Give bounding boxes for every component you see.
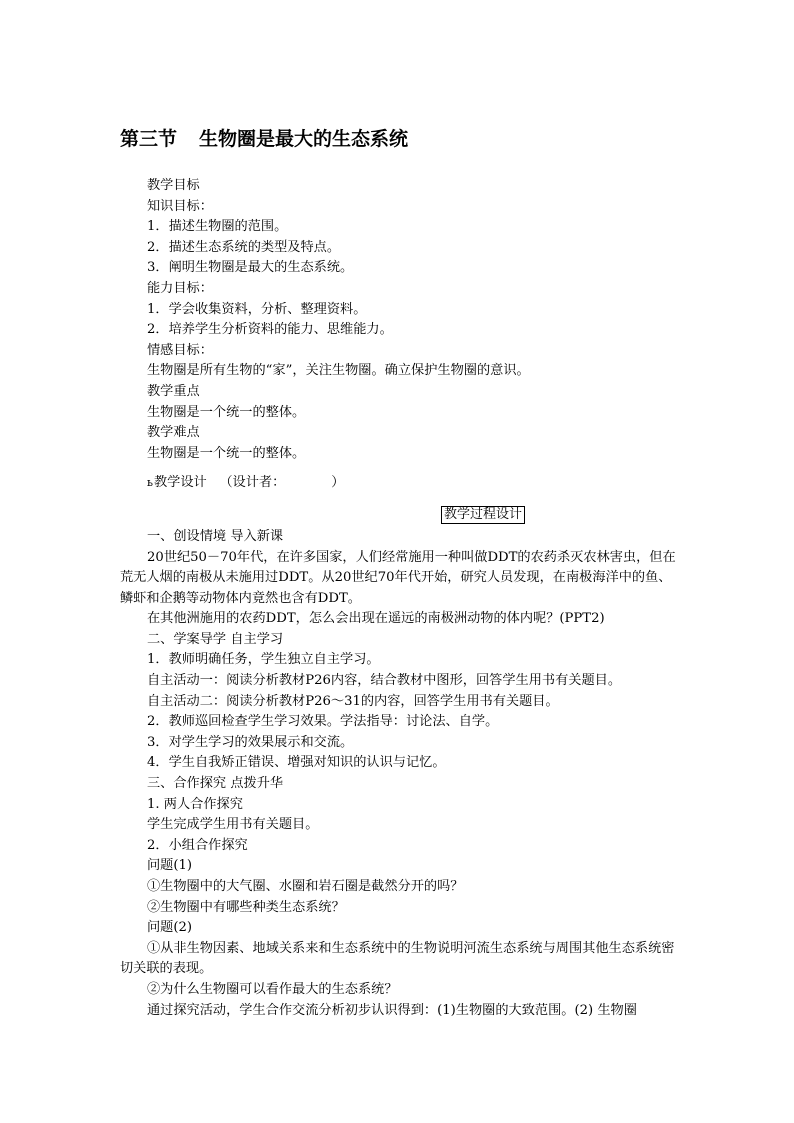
ability-item: 2．培养学生分析资料的能力、思维能力。 [147,322,393,338]
part2-item: 自主活动二：阅读分析教材P26～31的内容，回答学生用书有关题目。 [147,693,559,709]
knowledge-heading: 知识目标： [147,198,213,214]
part2-heading: 二、学案导学 自主学习 [147,631,284,647]
knowledge-item: 2．描述生态系统的类型及特点。 [147,239,341,255]
section-number: 第三节 [120,128,178,150]
design-label: 教学设计 [154,475,207,491]
objectives-heading: 教学目标 [147,178,200,193]
part2-item: 1．教师明确任务，学生独立自主学习。 [147,652,380,668]
difficult-point-heading: 教学难点 [147,425,200,441]
part2-item: 4．学生自我矫正错误、增强对知识的认识与记忆。 [147,755,446,771]
ability-item: 1．学会收集资料，分析、整理资料。 [147,301,367,317]
conclusion-text: 通过探究活动，学生合作交流分析初步认识得到：(1)生物圈的大致范围。(2) 生物圈 [147,1002,637,1018]
ability-heading: 能力目标： [147,280,213,296]
design-line [147,473,679,494]
part1-heading: 一、创设情境 导入新课 [147,528,284,544]
question2-item: ①从非生物因素、地域关系来和生态系统中的生物说明河流生态系统与周围其他生态系统密切关联的表现。 [120,940,675,977]
part3-heading: 三、合作探究 点拨升华 [147,776,284,792]
part2-item: 2．教师巡回检查学生学习效果。学法指导：讨论法、自学。 [147,714,499,730]
emotion-heading: 情感目标： [147,342,213,358]
designer-close: ） [331,475,345,491]
knowledge-item: 1．描述生物圈的范围。 [147,219,288,235]
part2-item: 3．对学生学习的效果展示和交流。 [147,734,354,750]
process-heading-wrap [147,505,679,527]
emotion-text: 生物圈是所有生物的“家”，关注生物圈。确立保护生物圈的意识。 [147,363,530,379]
question1-item: ①生物圈中的大气圈、水圈和岩石圈是截然分开的吗？ [147,879,464,894]
key-point-text: 生物圈是一个统一的整体。 [147,404,306,420]
designer-open: （设计者： [219,475,286,491]
part3-sub1-text: 学生完成学生用书有关题目。 [147,817,319,833]
question1-heading: 问题(1) [147,858,193,874]
process-heading: 教学过程设计 [441,506,525,524]
part1-para2: 在其他洲施用的农药DDT，怎么会出现在遥远的南极洲动物的体内呢？(PPT2) [147,611,605,627]
part2-item: 自主活动一：阅读分析教材P26内容，结合教材中图形，回答学生用书有关题目。 [147,673,622,689]
difficult-point-text: 生物圈是一个统一的整体。 [147,445,306,461]
knowledge-item: 3．阐明生物圈是最大的生态系统。 [147,260,354,276]
part1-para1: 20世纪50－70年代，在许多国家，人们经常施用一种叫做DDT的农药杀灭农林害虫，但在荒无人烟的南极从未施用过DDT。从20世纪70年代开始，研究人员发现，在南极海洋中的鱼、鳞虾和企鹅等动物体内竟然也含有DDT。 [120,549,676,606]
part3-sub2-heading: 2．小组合作探究 [147,837,248,853]
part3-sub1-heading: 1. 两人合作探究 [147,796,243,812]
design-mark: ь [147,476,153,490]
page-title [120,124,408,151]
question2-heading: 问题(2) [147,920,193,936]
document-body [120,176,679,1021]
key-point-heading: 教学重点 [147,383,200,399]
question1-item: ②生物圈中有哪些种类生态系统？ [147,899,345,915]
question2-item: ②为什么生物圈可以看作最大的生态系统？ [147,981,398,997]
section-name: 生物圈是最大的生态系统 [199,128,409,150]
